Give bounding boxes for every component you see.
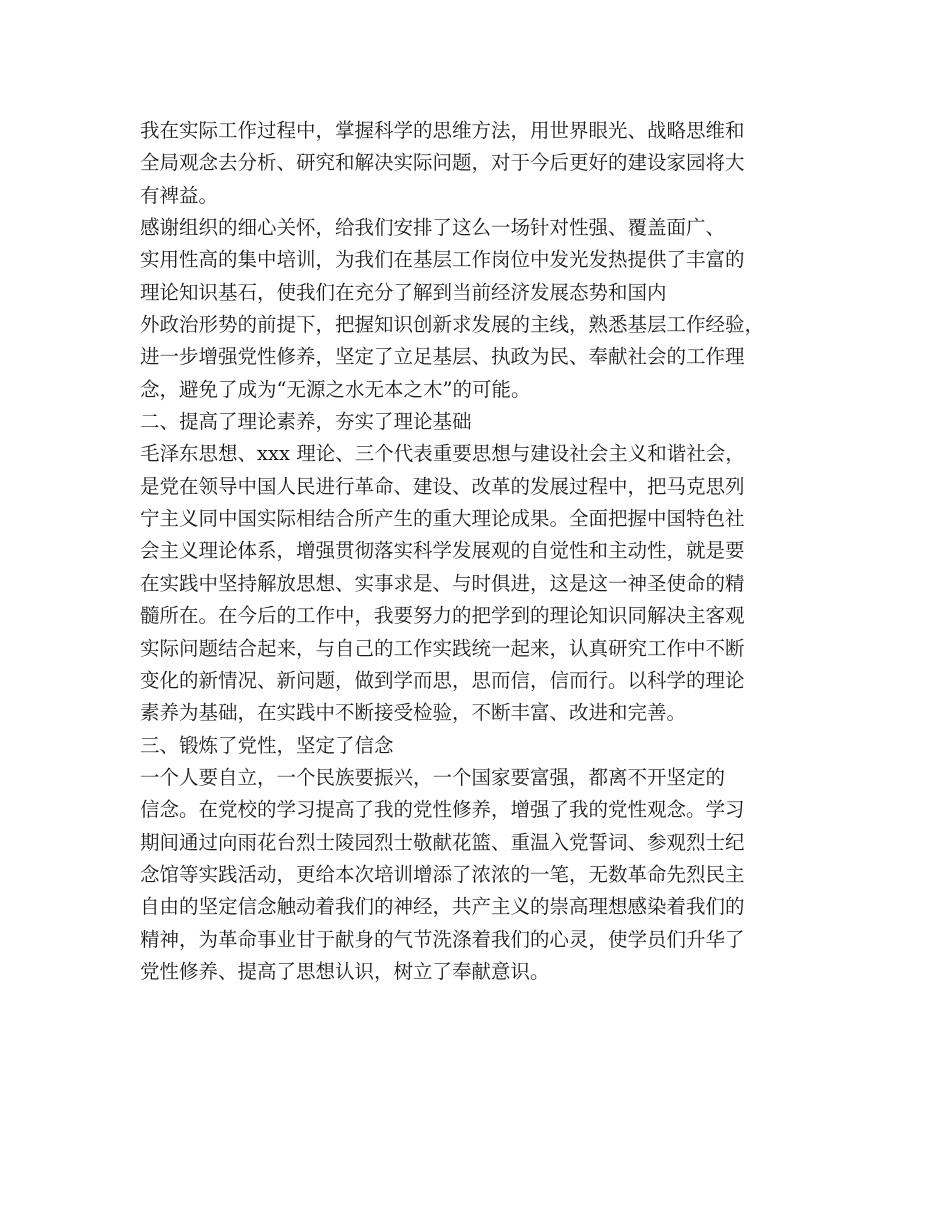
text-line: 期间通过向雨花台烈士陵园烈士敬献花篮、重温入党誓词、参观烈士纪 <box>140 830 745 854</box>
text-line: 实用性高的集中培训，为我们在基层工作岗位中发光发热提供了丰富的 <box>140 248 745 272</box>
text-line: 是党在领导中国人民进行革命、建设、改革的发展过程中，把马克思列 <box>140 474 745 498</box>
text-line: 理论知识基石，使我们在充分了解到当前经济发展态势和国内 <box>140 280 667 304</box>
text-line: 会主义理论体系，增强贯彻落实科学发展观的自觉性和主动性，就是要 <box>140 539 745 563</box>
text-line: 在实践中坚持解放思想、实事求是、与时俱进，这是这一神圣使命的精 <box>140 571 745 595</box>
body-text <box>140 115 830 988</box>
text-line: 素养为基础，在实践中不断接受检验，不断丰富、改进和完善。 <box>140 701 687 725</box>
text-line: 外政治形势的前提下，把握知识创新求发展的主线，熟悉基层工作经验， <box>140 313 765 337</box>
text-line: 念馆等实践活动，更给本次培训增添了浓浓的一笔，无数革命先烈民主 <box>140 862 745 886</box>
text-line: 自由的坚定信念触动着我们的神经，共产主义的崇高理想感染着我们的 <box>140 895 745 919</box>
text-line: 变化的新情况、新问题，做到学而思，思而信，信而行。以科学的理论 <box>140 668 745 692</box>
text-line: 有裨益。 <box>140 183 219 207</box>
text-line: 宁主义同中国实际相结合所产生的重大理论成果。全面把握中国特色社 <box>140 507 745 531</box>
text-line: 精神，为革命事业甘于献身的气节洗涤着我们的心灵，使学员们升华了 <box>140 927 745 951</box>
text-line: 毛泽东思想、xxx 理论、三个代表重要思想与建设社会主义和谐社会， <box>140 442 745 466</box>
text-line: 全局观念去分析、研究和解决实际问题，对于今后更好的建设家园将大 <box>140 151 745 175</box>
text-line: 信念。在党校的学习提高了我的党性修养，增强了我的党性观念。学习 <box>140 798 745 822</box>
section-heading: 三、锻炼了党性，坚定了信念 <box>140 733 394 757</box>
text-line: 党性修养、提高了思想认识，树立了奉献意识。 <box>140 959 550 983</box>
text-line: 实际问题结合起来，与自己的工作实践统一起来，认真研究工作中不断 <box>140 636 745 660</box>
text-line: 一个人要自立，一个民族要振兴，一个国家要富强，都离不开坚定的 <box>140 765 726 789</box>
text-line: 我在实际工作过程中，掌握科学的思维方法，用世界眼光、战略思维和 <box>140 119 745 142</box>
section-heading: 二、提高了理论素养，夯实了理论基础 <box>140 410 472 434</box>
text-line: 感谢组织的细心关怀，给我们安排了这么一场针对性强、覆盖面广、 <box>140 216 726 240</box>
text-line: 髓所在。在今后的工作中，我要努力的把学到的理论知识同解决主客观 <box>140 604 745 628</box>
text-line: 念，避免了成为“无源之水无本之木”的可能。 <box>140 377 531 401</box>
text-line: 进一步增强党性修养，坚定了立足基层、执政为民、奉献社会的工作理 <box>140 345 745 369</box>
